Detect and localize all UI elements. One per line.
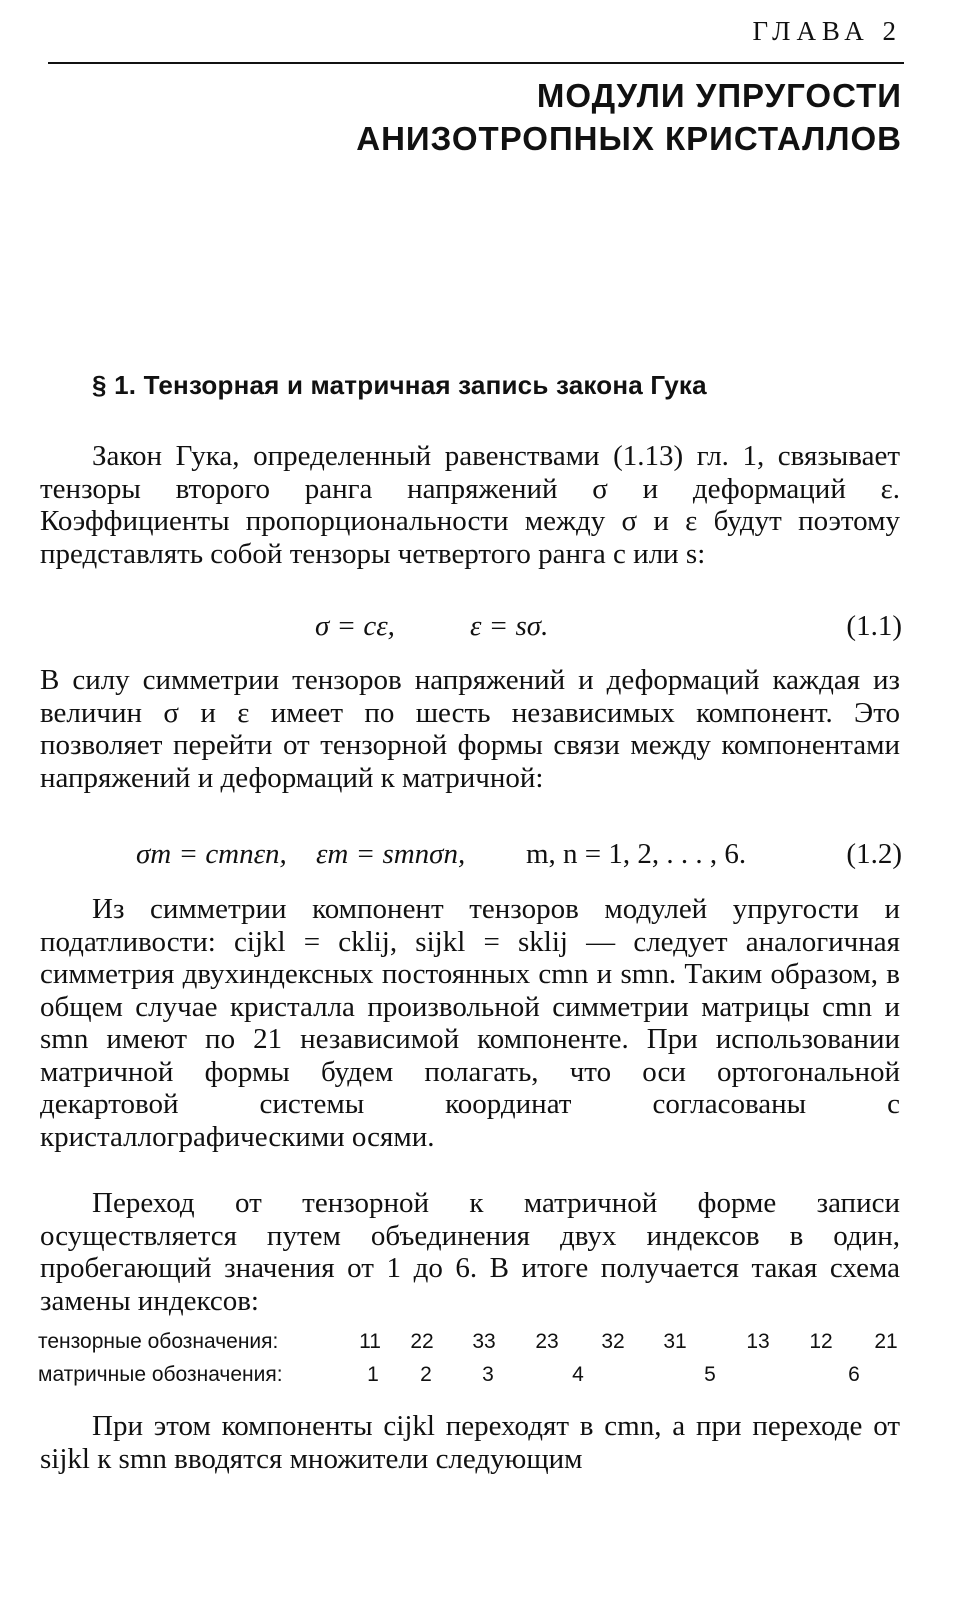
tensor-index: 32 <box>601 1330 625 1353</box>
equation-1-1-number: (1.1) <box>846 610 902 642</box>
paragraph-4: Переход от тензорной к матричной форме записи осуществляется путем объединения двух индексов в один, пробегающий значения от 1 до 6. В итоге получается такая схема замены индексов: <box>40 1187 900 1317</box>
equation-1-2-part-b: εm = smnσn, <box>316 838 466 870</box>
paragraph-1-block <box>40 440 900 570</box>
matrix-index: 2 <box>420 1363 432 1386</box>
chapter-title-line-1: МОДУЛИ УПРУГОСТИ <box>536 77 902 114</box>
chapter-title-line-2: АНИЗОТРОПНЫХ КРИСТАЛЛОВ <box>356 120 902 157</box>
matrix-index: 3 <box>482 1363 494 1386</box>
tensor-index: 23 <box>535 1330 559 1353</box>
matrix-notation-label: матричные обозначения: <box>38 1363 283 1386</box>
tensor-index: 22 <box>410 1330 434 1353</box>
tensor-index: 21 <box>874 1330 898 1353</box>
equation-1-1-left: σ = cε, <box>315 610 395 642</box>
equation-1-2 <box>40 838 902 872</box>
paragraph-5: При этом компоненты cijkl переходят в cmn, а при переходе от sijkl к smn вводятся множители следующим <box>40 1410 900 1475</box>
equation-1-2-part-c: m, n = 1, 2, . . . , 6. <box>526 838 747 870</box>
paragraph-1: Закон Гука, определенный равенствами (1.13) гл. 1, связывает тензоры второго ранга напряжений σ и деформаций ε. Коэффициенты пропорциональности между σ и ε будут поэтому представлять собой тензоры четвертого ранга c или s: <box>40 440 900 570</box>
paragraph-3: Из симметрии компонент тензоров модулей упругости и податливости: cijkl = cklij, sijkl = sklij — следует аналогичная симметрия двухиндексных постоянных cmn и smn. Таким образом, в общем случае кристалла произвольной симметрии матрицы cmn и smn имеют по 21 независимой компоненте. При использовании матричной формы будем полагать, что оси ортогональной декартовой системы координат согласованы с кристаллографическими осями. <box>40 893 900 1153</box>
matrix-index: 5 <box>704 1363 716 1386</box>
paragraph-5-block <box>40 1410 900 1475</box>
chapter-label: ГЛАВА 2 <box>752 16 902 46</box>
tensor-index: 33 <box>472 1330 496 1353</box>
matrix-index: 1 <box>367 1363 379 1386</box>
tensor-index: 13 <box>746 1330 770 1353</box>
equation-1-1 <box>40 610 902 644</box>
tensor-index: 31 <box>663 1330 687 1353</box>
matrix-index: 6 <box>848 1363 860 1386</box>
tensor-index: 11 <box>359 1330 381 1353</box>
section-heading: § 1. Тензорная и матричная запись закона Гука <box>92 370 707 400</box>
paragraph-2: В силу симметрии тензоров напряжений и деформаций каждая из величин σ и ε имеет по шесть независимых компонент. Это позволяет перейти от тензорной формы связи между компонентами напряжений и деформаций к матричной: <box>40 664 900 794</box>
equation-1-2-number: (1.2) <box>846 838 902 870</box>
chapter-title <box>356 74 902 160</box>
equation-1-1-right: ε = sσ. <box>470 610 549 642</box>
paragraph-3-block <box>40 893 900 1153</box>
tensor-notation-label: тензорные обозначения: <box>38 1330 279 1353</box>
matrix-index: 4 <box>572 1363 584 1386</box>
tensor-index: 12 <box>809 1330 833 1353</box>
paragraph-4-block <box>40 1187 900 1317</box>
paragraph-2-block <box>40 664 900 794</box>
equation-1-2-part-a: σm = cmnεn, <box>136 838 287 870</box>
header-rule <box>48 62 904 64</box>
